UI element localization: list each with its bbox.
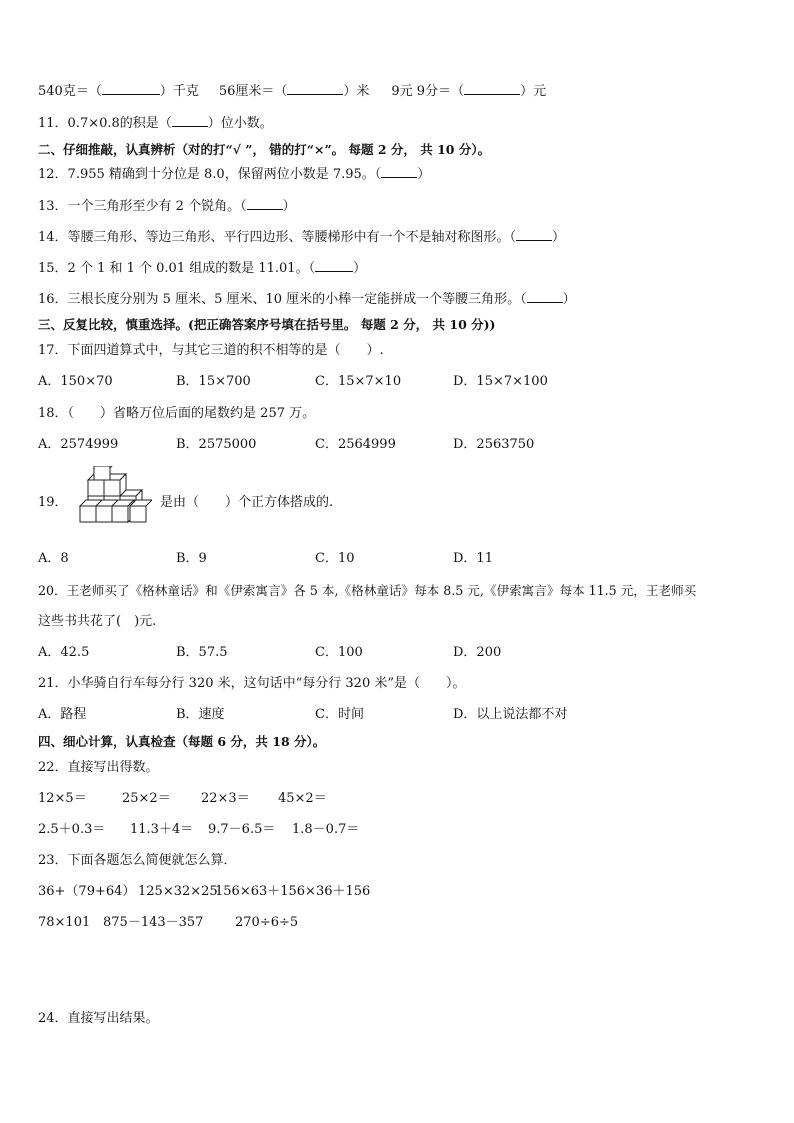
question-19-text: 是由（ ）个正方体搭成的. <box>160 495 334 510</box>
question-20-line-2: 这些书共花了( )元. <box>38 614 157 629</box>
option-c[interactable]: C．15×7×10 <box>315 374 402 389</box>
question-16: 16．三根长度分别为 5 厘米、5 厘米、10 厘米的小棒一定能拼成一个等腰三角形。（ ） <box>38 292 576 307</box>
option-a[interactable]: A．2574999 <box>38 437 119 452</box>
option-d[interactable]: D．200 <box>453 645 502 660</box>
answer-blank[interactable] <box>527 290 563 303</box>
calc-item: 9.7－6.5＝ <box>208 822 276 837</box>
question-11: 11．0.7×0.8的积是（ ）位小数。 <box>38 116 273 131</box>
question-14: 14．等腰三角形、等边三角形、平行四边形、等腰梯形中有一个不是轴对称图形。（ ） <box>38 230 566 245</box>
option-c[interactable]: C．100 <box>315 645 363 660</box>
answer-blank[interactable] <box>172 114 208 127</box>
calc-item: 11.3＋4＝ <box>130 822 194 837</box>
question-20-line-1: 20．王老师买了《格林童话》和《伊索寓言》各 5 本,《格林童话》每本 8.5 元,《伊索寓言》每本 11.5 元，王老师买 <box>38 583 697 598</box>
calc-item: 125×32×25 <box>138 884 218 899</box>
option-a[interactable]: A．8 <box>38 551 69 566</box>
question-22: 22．直接写出得数。 <box>38 760 159 775</box>
question-24: 24．直接写出结果。 <box>38 1011 159 1026</box>
section-4-heading: 四、细心计算，认真检查（每题 6 分，共 18 分）。 <box>38 734 326 749</box>
calc-item: 78×101 <box>38 915 91 930</box>
calc-item: 12×5＝ <box>38 791 87 806</box>
answer-blank[interactable] <box>287 82 343 95</box>
question-12: 12．7.955 精确到十分位是 8.0，保留两位小数是 7.95。（ ） <box>38 167 431 182</box>
question-18: 18．（ ）省略万位后面的尾数约是 257 万。 <box>38 406 316 421</box>
question-19-number: 19． <box>38 495 68 510</box>
answer-blank[interactable] <box>464 82 520 95</box>
calc-item: 45×2＝ <box>278 791 327 806</box>
option-a[interactable]: A．42.5 <box>38 645 90 660</box>
calc-item: 36+（79+64） <box>38 884 136 899</box>
option-b[interactable]: B．9 <box>176 551 207 566</box>
option-d[interactable]: D．15×7×100 <box>453 374 548 389</box>
option-b[interactable]: B．57.5 <box>176 645 228 660</box>
option-c[interactable]: C．时间 <box>315 707 364 722</box>
option-b[interactable]: B．15×700 <box>176 374 251 389</box>
option-d[interactable]: D．以上说法都不对 <box>453 707 568 722</box>
answer-blank[interactable] <box>102 82 160 95</box>
question-13: 13．一个三角形至少有 2 个锐角。（ ） <box>38 199 296 214</box>
question-15: 15．2 个 1 和 1 个 0.01 组成的数是 11.01。（ ） <box>38 261 367 276</box>
calc-item: 2.5＋0.3＝ <box>38 822 106 837</box>
answer-blank[interactable] <box>381 165 417 178</box>
unit-conversion-line: 540克＝（ ）千克 56厘米＝（ ）米 9元 9分＝（ ）元 <box>38 84 547 99</box>
answer-blank[interactable] <box>516 228 552 241</box>
calc-item: 25×2＝ <box>122 791 171 806</box>
question-17: 17．下面四道算式中，与其它三道的积不相等的是（ ）. <box>38 343 384 358</box>
section-3-heading: 三、反复比较，慎重选择。(把正确答案序号填在括号里。 每题 2 分， 共 10 分)) <box>38 317 496 332</box>
option-c[interactable]: C．10 <box>315 551 355 566</box>
option-a[interactable]: A．路程 <box>38 707 87 722</box>
section-2-heading: 二、仔细推敲，认真辨析（对的打“√ ”， 错的打“×”。 每题 2 分， 共 10 分）。 <box>38 142 491 157</box>
option-a[interactable]: A．150×70 <box>38 374 113 389</box>
option-b[interactable]: B．2575000 <box>176 437 257 452</box>
question-21: 21．小华骑自行车每分行 320 米，这句话中“每分行 320 米”是（ ）。 <box>38 676 466 691</box>
option-b[interactable]: B．速度 <box>176 707 225 722</box>
cube <box>130 500 152 522</box>
calc-item: 1.8－0.7＝ <box>292 822 360 837</box>
calc-item: 22×3＝ <box>201 791 250 806</box>
option-d[interactable]: D．2563750 <box>453 437 535 452</box>
calc-item: 875－143－357 <box>103 915 204 930</box>
calc-item: 156×63＋156×36＋156 <box>215 884 371 899</box>
calc-item: 270÷6÷5 <box>235 915 299 930</box>
cube-stack-figure <box>66 466 152 538</box>
answer-blank[interactable] <box>315 259 353 272</box>
question-23: 23．下面各题怎么简便就怎么算． <box>38 853 237 868</box>
answer-blank[interactable] <box>247 197 283 210</box>
option-d[interactable]: D．11 <box>453 551 493 566</box>
option-c[interactable]: C．2564999 <box>315 437 396 452</box>
